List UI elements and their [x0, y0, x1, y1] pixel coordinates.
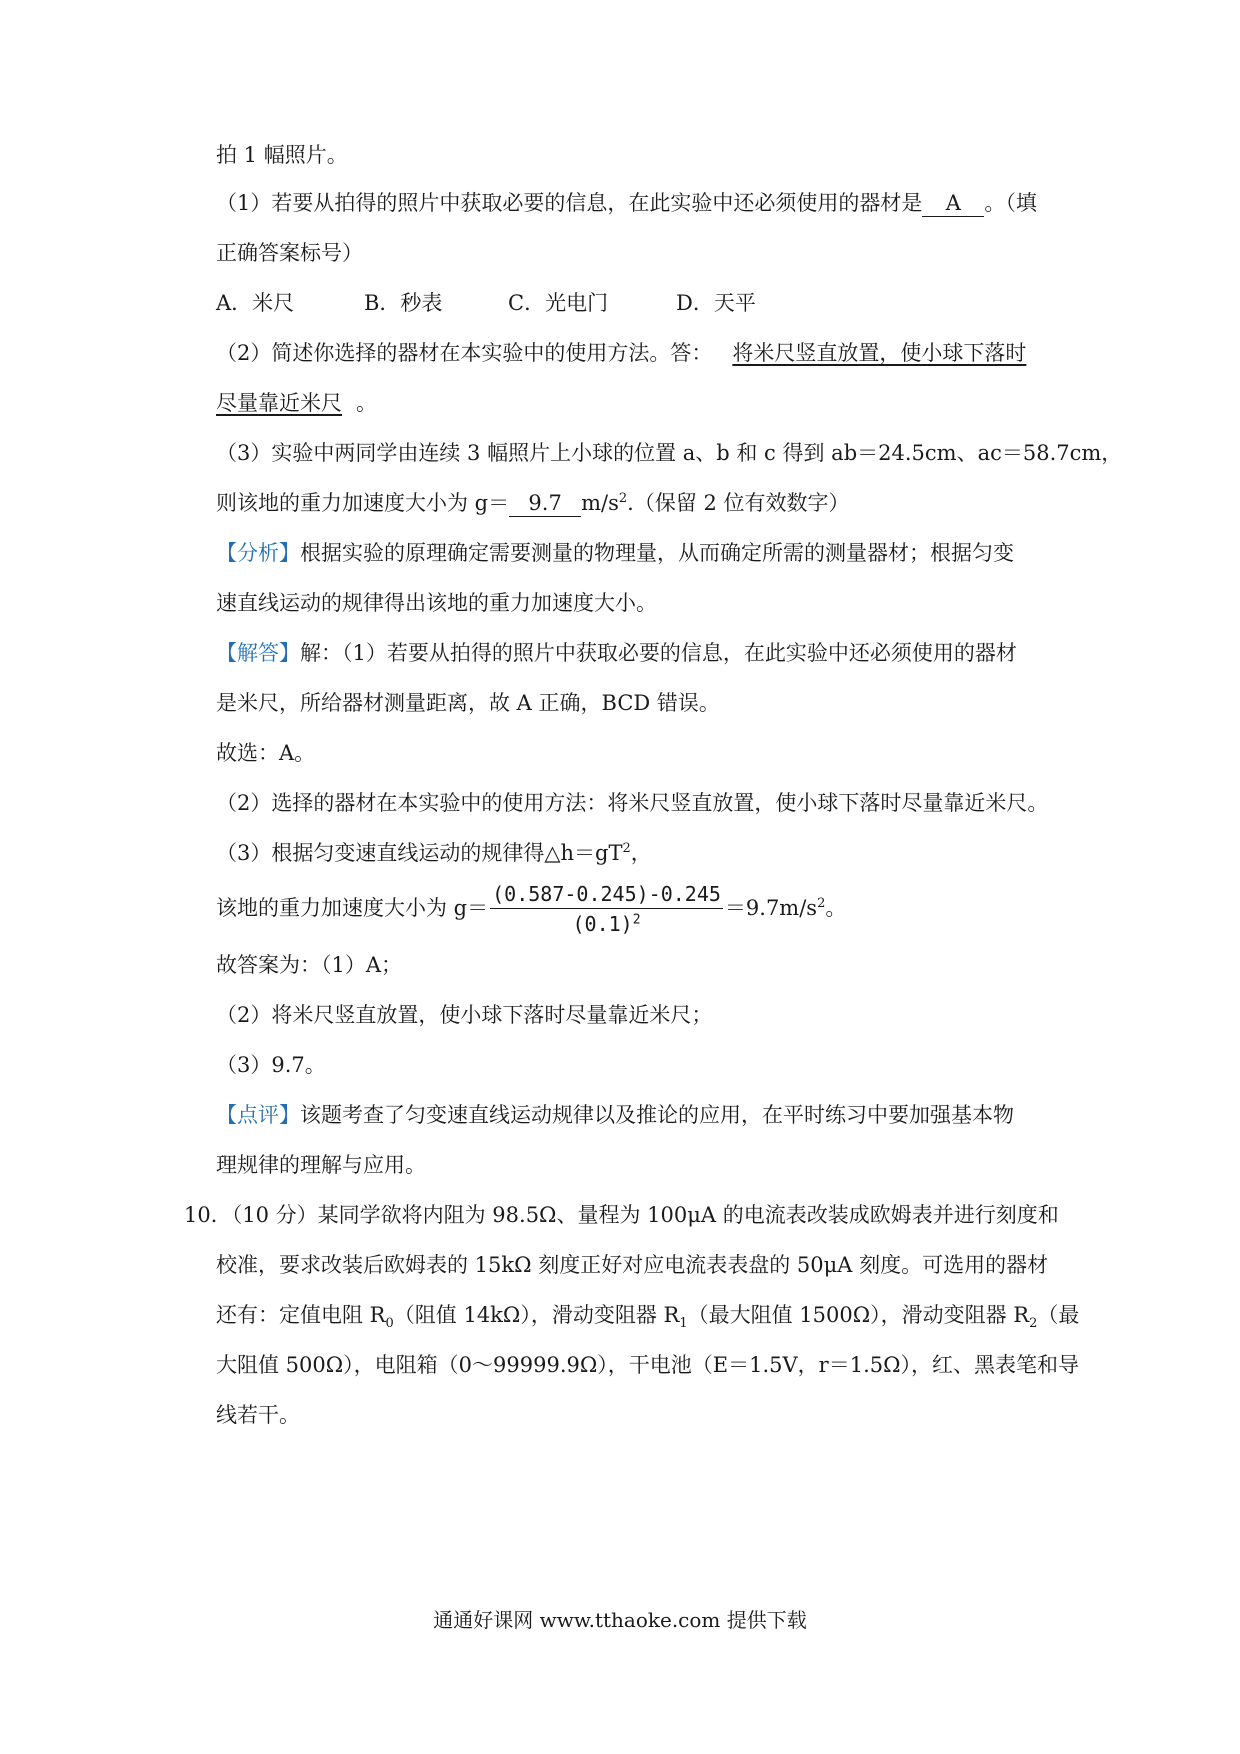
analysis-tag: 【分析】 [216, 541, 300, 565]
fraction-numerator: (0.587-0.245)-0.245 [490, 880, 723, 909]
superscript: 2 [632, 912, 641, 928]
question-1-tail: 。（填 [984, 191, 1037, 215]
question-1-cont: 正确答案标号） [216, 241, 363, 265]
text-segment: （最大阻值 1500Ω），滑动变阻器 R [687, 1303, 1030, 1327]
solution-line-5 [216, 838, 652, 868]
text-line: 拍 1 幅照片。 [216, 143, 348, 167]
question-3-tail: .（保留 2 位有效数字） [627, 491, 850, 515]
problem-10-line-4: 大阻值 500Ω），电阻箱（0～99999.9Ω），干电池（E＝1.5V，r＝1.5Ω），红、黑表笔和导 [216, 1353, 1080, 1377]
question-3-text: 则该地的重力加速度大小为 g＝ [216, 491, 510, 515]
analysis [216, 538, 1014, 568]
formula-result: ＝9.7m/s [724, 896, 818, 920]
unit: m/s [581, 491, 619, 515]
denominator-text: (0.1) [572, 912, 633, 936]
answer-blank-3: 9.7 [509, 490, 581, 517]
option-d: D．天平 [676, 291, 756, 315]
solution-line-5-end: ， [630, 841, 652, 865]
page-footer: 通通好课网 www.tthaoke.com 提供下载 [433, 1608, 807, 1632]
comment-tag: 【点评】 [216, 1103, 300, 1127]
comment-text: 该题考查了匀变速直线运动规律以及推论的应用，在平时练习中要加强基本物 [300, 1103, 1014, 1127]
question-1 [216, 188, 1037, 218]
problem-10-line-2: 校准，要求改装后欧姆表的 15kΩ 刻度正好对应电流表表盘的 50μA 刻度。可选用的器材 [216, 1253, 1049, 1277]
analysis-text: 根据实验的原理确定需要测量的物理量，从而确定所需的测量器材；根据匀变 [300, 541, 1014, 565]
question-2-text: （2）简述你选择的器材在本实验中的使用方法。答： [216, 341, 713, 365]
fraction-denominator [490, 909, 723, 939]
formula-end: 。 [825, 896, 847, 920]
question-3-cont [216, 488, 850, 518]
comment [216, 1100, 1014, 1130]
answer-2-line1: 将米尺竖直放置，使小球下落时 [732, 341, 1027, 365]
problem-10: 10．（10 分）某同学欲将内阻为 98.5Ω、量程为 100μA 的电流表改装成欧姆表并进行刻度和 [184, 1203, 1059, 1227]
answer-summary-2: （2）将米尺竖直放置，使小球下落时尽量靠近米尺； [216, 1003, 713, 1027]
answer-summary: 故答案为：（1）A； [216, 953, 403, 977]
text-segment: （最 [1037, 1303, 1080, 1327]
question-2-end: 。 [356, 391, 377, 415]
solution-tag: 【解答】 [216, 641, 300, 665]
question-2-cont [216, 388, 377, 418]
answer-blank-1: A [922, 190, 984, 217]
problem-10-line-5: 线若干。 [216, 1403, 300, 1427]
superscript: 2 [622, 841, 631, 856]
text-segment: 还有：定值电阻 R [216, 1303, 386, 1327]
answer-2-line2: 尽量靠近米尺 [216, 391, 342, 415]
option-b: B．秒表 [364, 291, 443, 315]
answer-summary-3: （3）9.7。 [216, 1053, 326, 1077]
fraction [490, 880, 723, 939]
question-2 [216, 338, 1026, 368]
solution [216, 638, 1017, 668]
option-c: C．光电门 [508, 291, 609, 315]
solution-line-5-text: （3）根据匀变速直线运动的规律得△h＝gT [216, 841, 623, 865]
superscript: 2 [618, 491, 628, 506]
subscript: 0 [385, 1316, 394, 1332]
problem-10-line-3 [216, 1300, 1079, 1330]
subscript: 1 [679, 1316, 688, 1332]
formula-label: 该地的重力加速度大小为 g＝ [216, 896, 489, 920]
options-row [216, 288, 756, 318]
formula-line [216, 878, 846, 939]
question-1-text: （1）若要从拍得的照片中获取必要的信息，在此实验中还必须使用的器材是 [216, 191, 923, 215]
solution-line-4: （2）选择的器材在本实验中的使用方法：将米尺竖直放置，使小球下落时尽量靠近米尺。 [216, 791, 1049, 815]
solution-line-3: 故选：A。 [216, 741, 316, 765]
subscript: 2 [1029, 1316, 1038, 1332]
solution-text: 解：（1）若要从拍得的照片中获取必要的信息，在此实验中还必须使用的器材 [300, 641, 1017, 665]
comment-cont: 理规律的理解与应用。 [216, 1153, 426, 1177]
option-a: A．米尺 [216, 291, 295, 315]
analysis-cont: 速直线运动的规律得出该地的重力加速度大小。 [216, 591, 657, 615]
superscript: 2 [817, 896, 826, 911]
solution-line-2: 是米尺，所给器材测量距离，故 A 正确，BCD 错误。 [216, 691, 720, 715]
question-3: （3）实验中两同学由连续 3 幅照片上小球的位置 a、b 和 c 得到 ab＝24.5cm、ac＝58.7cm， [216, 441, 1123, 465]
text-segment: （阻值 14kΩ），滑动变阻器 R [393, 1303, 680, 1327]
